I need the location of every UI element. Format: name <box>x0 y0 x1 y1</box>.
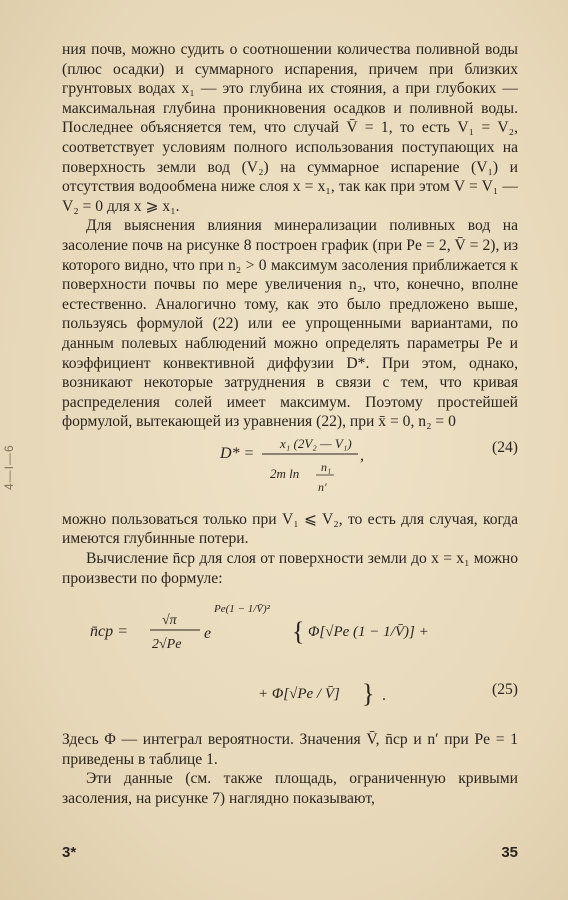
eq25-frac-num: √π <box>162 613 177 629</box>
page-footer <box>62 844 518 864</box>
paragraph-4: Вычисление n̄ср для слоя от поверхности земли до x = x₁ можно произвести по формуле: <box>62 550 518 587</box>
eq25-line1: Φ[√Pe (1 − 1/V̄)] + <box>308 624 429 641</box>
eq25-period: . <box>382 687 386 705</box>
eq24-log-den: n′ <box>318 479 327 494</box>
paragraph-1: ния почв, можно судить о соотношении количества поливной воды (плюс осадки) и суммарного испарения, причем при близких грунтовых водах x₁ — это глубина их стояния, а при глубоких — максимальная глубина проникновения осадков и поливной воды. Последнее объясняется тем, что случай V̄ = 1, то есть V₁ = V₂, соответствует условиям полного использования поступающих на поверхность земли вод (V₂) на суммарное испарение (V₁) и отсутствия водообмена ниже слоя x = x₁, так как при этом V = V₁ — V₂ = 0 для x ⩾ x₁. <box>62 41 518 215</box>
eq25-left-brace: { <box>292 617 305 647</box>
equation-25-svg <box>62 594 518 722</box>
body-text <box>62 40 518 809</box>
paragraph-5: Здесь Φ — интеграл вероятности. Значения V̄, n̄ср и n′ при Pe = 1 приведены в таблице 1. <box>62 731 518 768</box>
margin-mark: 4—I—6 <box>2 444 16 490</box>
eq24-number: (24) <box>492 438 518 456</box>
page-number: 35 <box>501 844 518 861</box>
eq25-line2: + Φ[√Pe / V̄] <box>258 686 340 703</box>
signature-mark: 3* <box>62 844 77 861</box>
eq24-comma: , <box>360 446 364 464</box>
eq24-lhs: D* = <box>220 444 255 462</box>
eq25-lhs: n̄ср = <box>90 623 128 641</box>
eq25-exponent: Pe(1 − 1/V̄)² <box>214 603 270 616</box>
eq25-number: (25) <box>492 681 518 699</box>
eq24-log-num: n₁ <box>321 459 332 474</box>
eq25-frac-den: 2√Pe <box>152 637 182 653</box>
paragraph-2: Для выяснения влияния минерализации поливных вод на засоление почв на рисунке 8 построен график (при Pe = 2, V̄ = 2), из которого видно, что при n₂ > 0 максимум засоления приближается к поверхности почвы по мере увеличения n₂, что, конечно, вполне естественно. Аналогично тому, как это было предложено выше, пользуясь формулой (22) или ее упрощенными вариантами, по данным полевых наблюдений можно определять параметры Pe и коэффициент конвективной диффузии D*. При этом, однако, возникают некоторые затруднения в связи с тем, что кривая распределения солей имеет максимум. Поэтому простейшей формулой, вытекающей из уравнения (22), при x̄ = 0, n₂ = 0 <box>62 217 518 431</box>
paragraph-3: можно пользоваться только при V₁ ⩽ V₂, то есть для случая, когда имеются глубинные потери. <box>62 510 518 548</box>
paragraph-6: Эти данные (см. также площадь, ограниченную кривыми засоления, на рисунке 7) наглядно показывают, <box>62 770 518 808</box>
eq25-base: e <box>204 625 212 643</box>
equation-24-svg <box>62 436 518 506</box>
equation-25 <box>62 594 518 722</box>
eq25-right-brace: } <box>362 679 375 709</box>
equation-24 <box>62 436 518 506</box>
eq24-denominator: 2m ln <box>270 465 300 481</box>
eq24-numerator: x₁ (2V₂ — V₁) <box>280 435 352 451</box>
